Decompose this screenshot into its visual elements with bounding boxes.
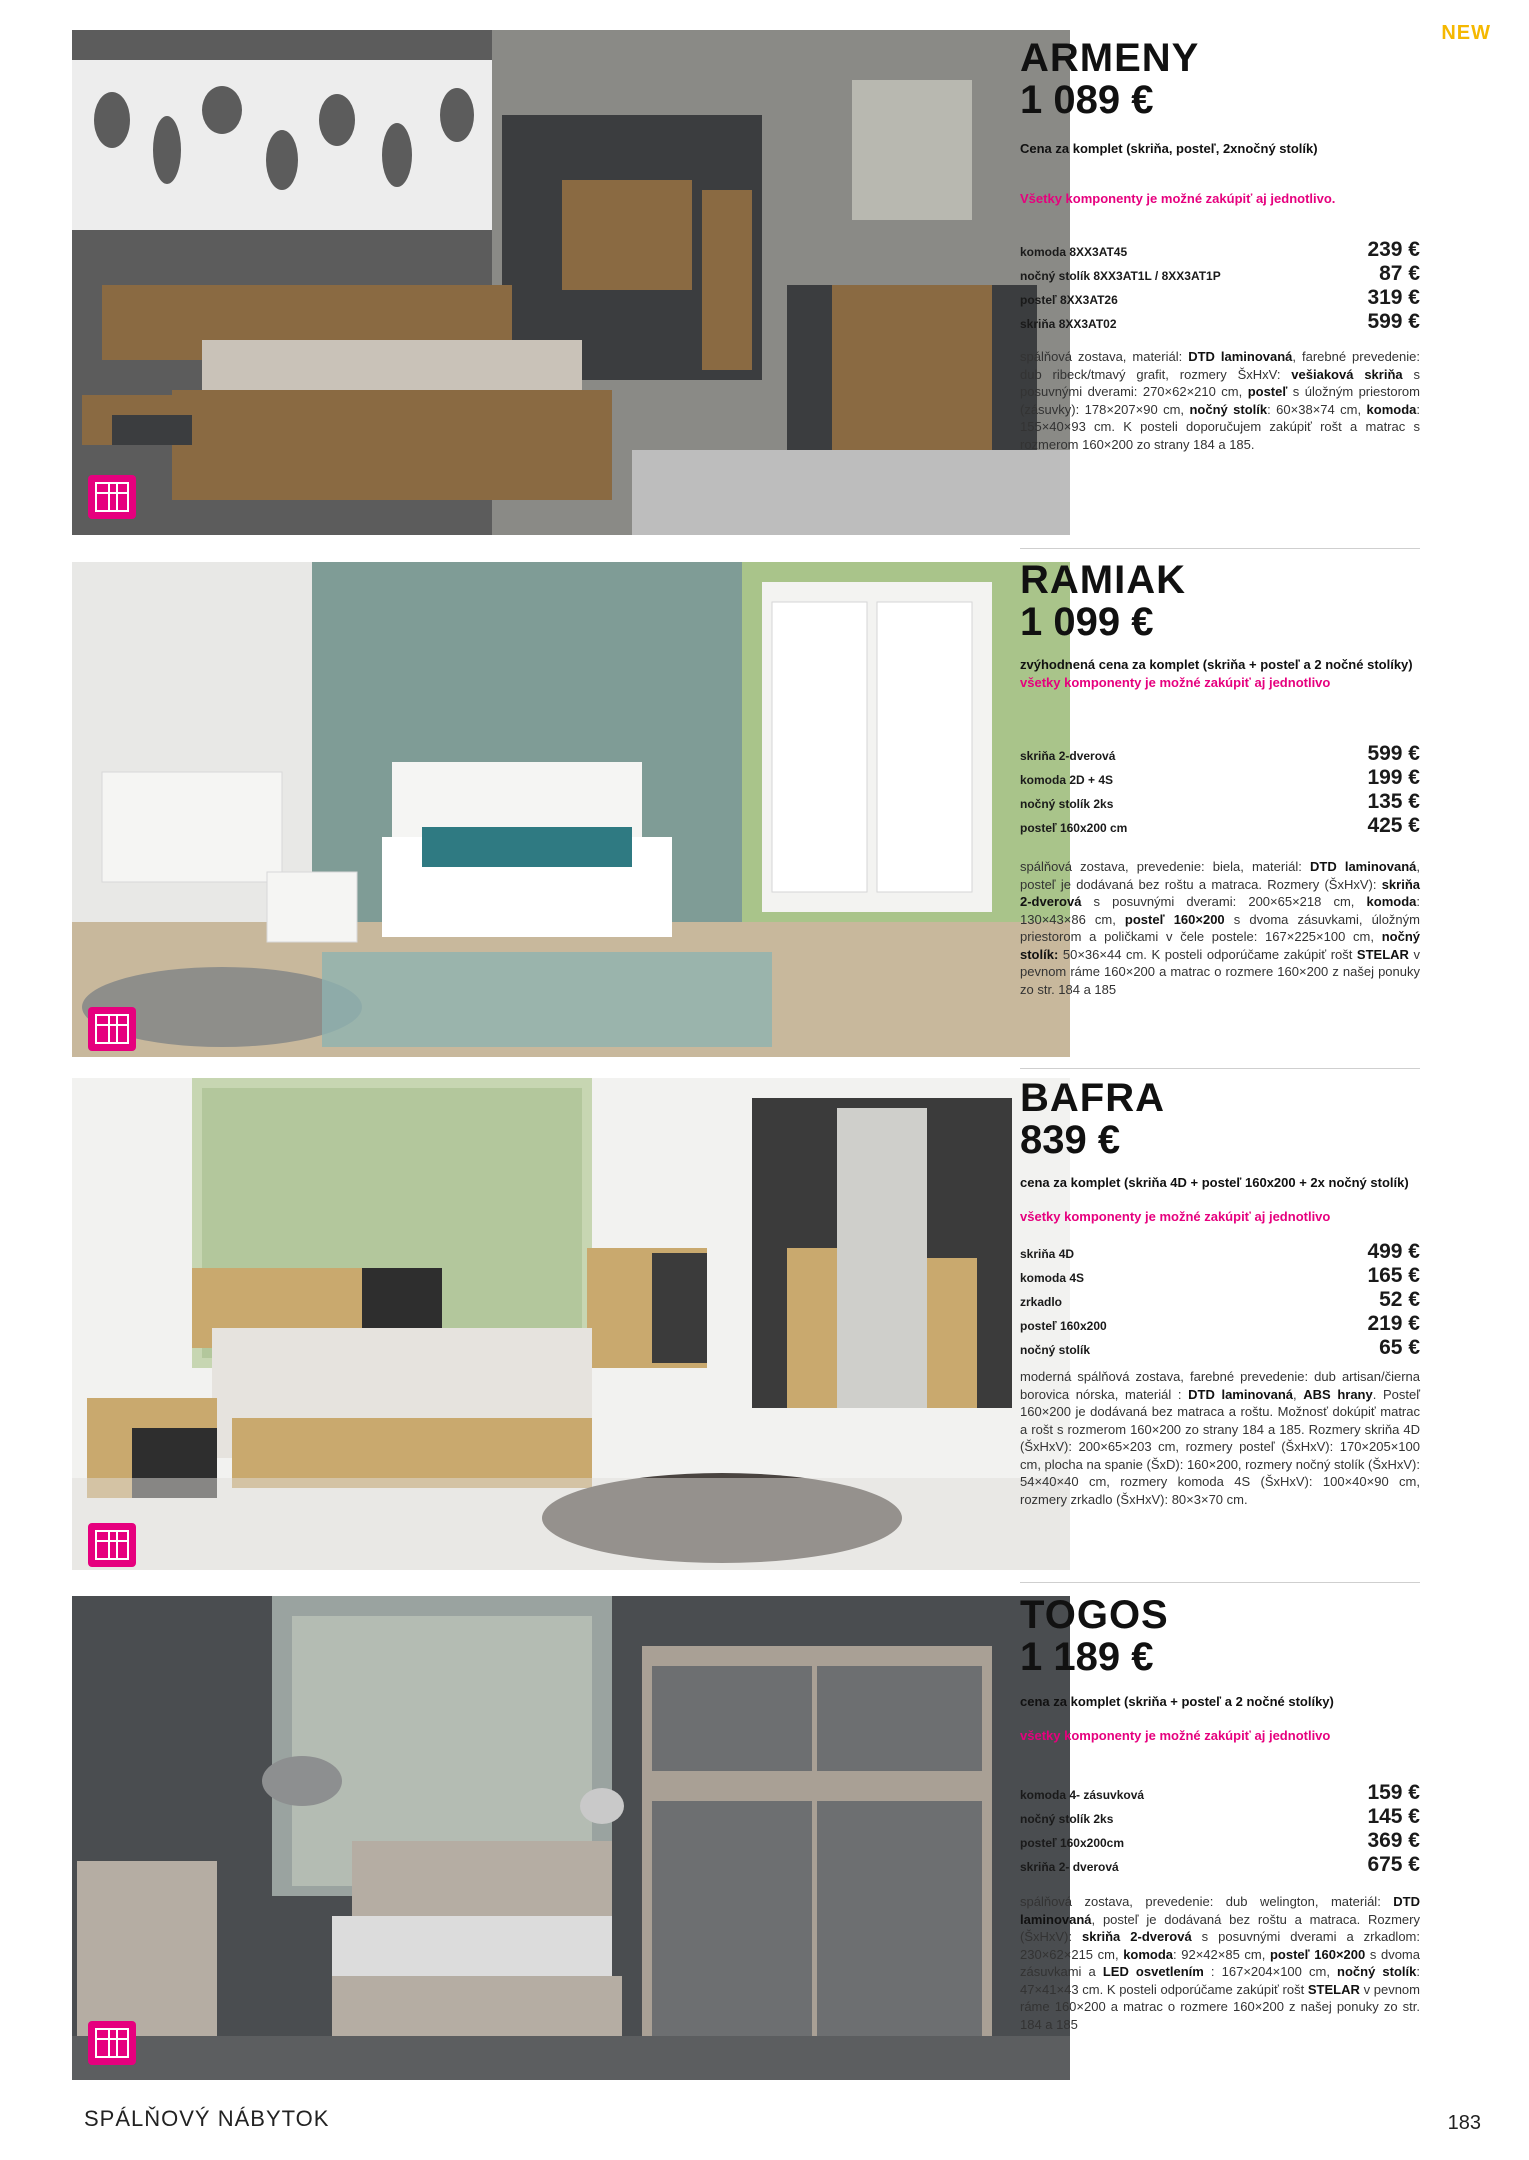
description-text: DTD laminovaná bbox=[1188, 349, 1293, 364]
price-row: posteľ 160x200 cm 425 € bbox=[1020, 814, 1420, 837]
description-text: s posuvnými dverami a zrkadlom: 230×62×215 cm, bbox=[1020, 1929, 1420, 1962]
price-list bbox=[1020, 1240, 1420, 1360]
description-text: STELAR bbox=[1307, 1981, 1360, 1997]
new-label: NEW bbox=[1441, 22, 1491, 44]
product-name: RAMIAK bbox=[1020, 558, 1186, 602]
product-info-ramiak bbox=[1020, 560, 1420, 998]
product-subtitle: cena za komplet (skriňa + posteľ a 2 nočné stolíky) bbox=[1020, 1694, 1334, 1709]
price-row: skriňa 8XX3AT02 599 € bbox=[1020, 310, 1420, 333]
price-list bbox=[1020, 742, 1420, 838]
description-text: skriňa 2-dverová bbox=[1020, 876, 1420, 909]
description-text: komoda bbox=[1366, 401, 1417, 417]
price-row: nočný stolík 65 € bbox=[1020, 1336, 1420, 1359]
price-row: komoda 8XX3AT45 239 € bbox=[1020, 238, 1420, 261]
description-text: : 167×204×100 cm, bbox=[1203, 1964, 1338, 1979]
product-note: všetky komponenty je možné zakúpiť aj jednotlivo bbox=[1020, 1728, 1331, 1743]
product-description bbox=[1020, 348, 1420, 453]
product-note: všetky komponenty je možné zakúpiť aj jednotlivo bbox=[1020, 1209, 1331, 1224]
description-text: komoda bbox=[1366, 894, 1417, 909]
price-row: nočný stolík 8XX3AT1L / 8XX3AT1P 87 € bbox=[1020, 262, 1420, 285]
description-text: komoda bbox=[1123, 1946, 1174, 1962]
product-photo-armeny bbox=[72, 30, 1070, 535]
product-description bbox=[1020, 858, 1420, 998]
description-text: : 130×43×86 cm, bbox=[1020, 894, 1420, 927]
description-text: v pevnom ráme 160×200 a matrac o rozmere 160×200 z našej ponuky zo str. 184 a 185 bbox=[1020, 946, 1420, 997]
description-text: spálňová zostava, prevedenie: biela, materiál: bbox=[1020, 859, 1310, 874]
page-number: 183 bbox=[1447, 2112, 1481, 2134]
description-text: posteľ bbox=[1247, 384, 1288, 399]
description-text: , posteľ je dodávaná bez roštu a matraca. Rozmery (ŠxHxV): bbox=[1020, 859, 1420, 892]
description-text: : 47×41×43 cm. K posteli odporúčame zakúpiť rošt bbox=[1020, 1964, 1420, 1997]
product-subtitle: zvýhodnená cena za komplet (skriňa + posteľ a 2 nočné stolíky) bbox=[1020, 657, 1413, 672]
product-photo-ramiak bbox=[72, 562, 1070, 1057]
description-text: s dvoma zásuvkami, úložným priestorom a poličkami v čele postele: 167×225×100 cm, bbox=[1020, 911, 1420, 944]
price-list bbox=[1020, 1781, 1420, 1877]
product-description bbox=[1020, 1893, 1420, 2033]
product-price: 839 € bbox=[1020, 1118, 1121, 1162]
product-name: BAFRA bbox=[1020, 1076, 1165, 1120]
product-subtitle: cena za komplet (skriňa 4D + posteľ 160x200 + 2x nočný stolík) bbox=[1020, 1175, 1409, 1190]
description-text: v pevnom ráme 160×200 a matrac o rozmere 160×200 z našej ponuky zo str. 184 a 185 bbox=[1020, 1981, 1420, 2032]
description-text: s posuvnými dverami: 200×65×218 cm, bbox=[1081, 894, 1367, 909]
price-list bbox=[1020, 238, 1420, 334]
description-text: nočný stolík bbox=[1189, 401, 1268, 417]
description-text: s dvoma zásuvkami a bbox=[1020, 1946, 1420, 1979]
product-photo-bafra bbox=[72, 1078, 1070, 1570]
description-text: , bbox=[1293, 1386, 1304, 1402]
description-text: . Posteľ 160×200 je dodávaná bez matraca a roštu. Možnosť dokúpiť matrac a rošt s rozmerom 160×200 zo strany 184 a 185. Rozmery skriňa 4D (ŠxHxV): 200×65×203 cm, rozmery posteľ (ŠxHxV): 170×205×100 cm, plocha na spanie (ŠxD): 160×200, rozmery nočný stolík (ŠxHxV): 54×40×40 cm, rozmery komoda 4S (ŠxHxV): 100×40×90 cm, rozmery zrkadlo (ŠxHxV): 80×3×70 cm. bbox=[1020, 1386, 1421, 1507]
price-row: nočný stolík 2ks 145 € bbox=[1020, 1805, 1420, 1828]
description-text: posteľ 160×200 bbox=[1269, 1946, 1366, 1962]
product-name: TOGOS bbox=[1020, 1593, 1169, 1637]
description-text: skriňa 2-dverová bbox=[1081, 1929, 1192, 1944]
product-price: 1 099 € bbox=[1020, 600, 1154, 644]
description-text: , posteľ je dodávaná bez roštu a matraca. Rozmery (ŠxHxV): bbox=[1020, 1911, 1420, 1944]
product-price: 1 189 € bbox=[1020, 1635, 1154, 1679]
price-row: zrkadlo 52 € bbox=[1020, 1288, 1420, 1311]
wardrobe-icon bbox=[88, 475, 136, 519]
section-divider bbox=[1020, 1068, 1420, 1069]
description-text: moderná spálňová zostava, farebné prevedenie: dub artisan/čierna borovica nórska, materiál : bbox=[1020, 1369, 1420, 1402]
description-text: spálňová zostava, prevedenie: dub welington, materiál: bbox=[1020, 1894, 1394, 1909]
description-text: spálňová zostava, materiál: bbox=[1020, 349, 1189, 364]
description-text: DTD laminovaná bbox=[1188, 1386, 1293, 1402]
wardrobe-icon bbox=[88, 1523, 136, 1567]
price-row: posteľ 160x200cm 369 € bbox=[1020, 1829, 1420, 1852]
product-note: Všetky komponenty je možné zakúpiť aj jednotlivo. bbox=[1020, 191, 1336, 206]
section-divider bbox=[1020, 548, 1420, 549]
product-info-armeny bbox=[1020, 38, 1420, 453]
price-row: posteľ 8XX3AT26 319 € bbox=[1020, 286, 1420, 309]
description-text: : 92×42×85 cm, bbox=[1173, 1946, 1270, 1962]
description-text: , farebné prevedenie: dub ribeck/tmavý grafit, rozmery ŠxHxV: bbox=[1020, 349, 1420, 382]
price-row: skriňa 2-dverová 599 € bbox=[1020, 742, 1420, 765]
product-photo-togos bbox=[72, 1596, 1070, 2080]
description-text: DTD laminovaná bbox=[1309, 859, 1417, 874]
price-row: komoda 4- zásuvková 159 € bbox=[1020, 1781, 1420, 1804]
product-subtitle: Cena za komplet (skriňa, posteľ, 2xnočný stolík) bbox=[1020, 141, 1318, 156]
description-text: posteľ 160×200 bbox=[1124, 911, 1225, 927]
description-text: vešiaková skriňa bbox=[1291, 366, 1403, 382]
product-description bbox=[1020, 1368, 1420, 1508]
price-row: komoda 4S 165 € bbox=[1020, 1264, 1420, 1287]
price-row: komoda 2D + 4S 199 € bbox=[1020, 766, 1420, 789]
description-text: nočný stolík bbox=[1337, 1964, 1417, 1979]
product-name: ARMENY bbox=[1020, 36, 1200, 80]
price-row: nočný stolík 2ks 135 € bbox=[1020, 790, 1420, 813]
price-row: posteľ 160x200 219 € bbox=[1020, 1312, 1420, 1335]
product-info-bafra bbox=[1020, 1078, 1420, 1508]
product-price: 1 089 € bbox=[1020, 78, 1154, 122]
price-row: skriňa 4D 499 € bbox=[1020, 1240, 1420, 1263]
description-text: ABS hrany bbox=[1303, 1386, 1373, 1402]
product-info-togos bbox=[1020, 1595, 1420, 2033]
description-text: : 60×38×74 cm, bbox=[1267, 401, 1367, 417]
description-text: : 155×40×93 cm. K posteli doporučujem zakúpiť rošt a matrac s rozmerom 160×200 zo strany 184 a 185. bbox=[1020, 401, 1420, 452]
wardrobe-icon bbox=[88, 2021, 136, 2065]
description-text: s úložným priestorom (zásuvky): 178×207×90 cm, bbox=[1020, 384, 1420, 417]
product-note: všetky komponenty je možné zakúpiť aj jednotlivo bbox=[1020, 675, 1331, 690]
description-text: DTD laminovaná bbox=[1020, 1894, 1420, 1927]
description-text: LED osvetlením bbox=[1102, 1964, 1204, 1979]
wardrobe-icon bbox=[88, 1007, 136, 1051]
description-text: 50×36×44 cm. K posteli odporúčame zakúpiť rošt bbox=[1058, 946, 1357, 962]
price-row: skriňa 2- dverová 675 € bbox=[1020, 1853, 1420, 1876]
section-divider bbox=[1020, 1582, 1420, 1583]
description-text: nočný stolík: bbox=[1020, 929, 1420, 962]
footer-section-title: SPÁLŇOVÝ NÁBYTOK bbox=[84, 2106, 330, 2131]
description-text: STELAR bbox=[1356, 946, 1409, 962]
description-text: s posuvnými dverami: 270×62×210 cm, bbox=[1020, 366, 1421, 399]
